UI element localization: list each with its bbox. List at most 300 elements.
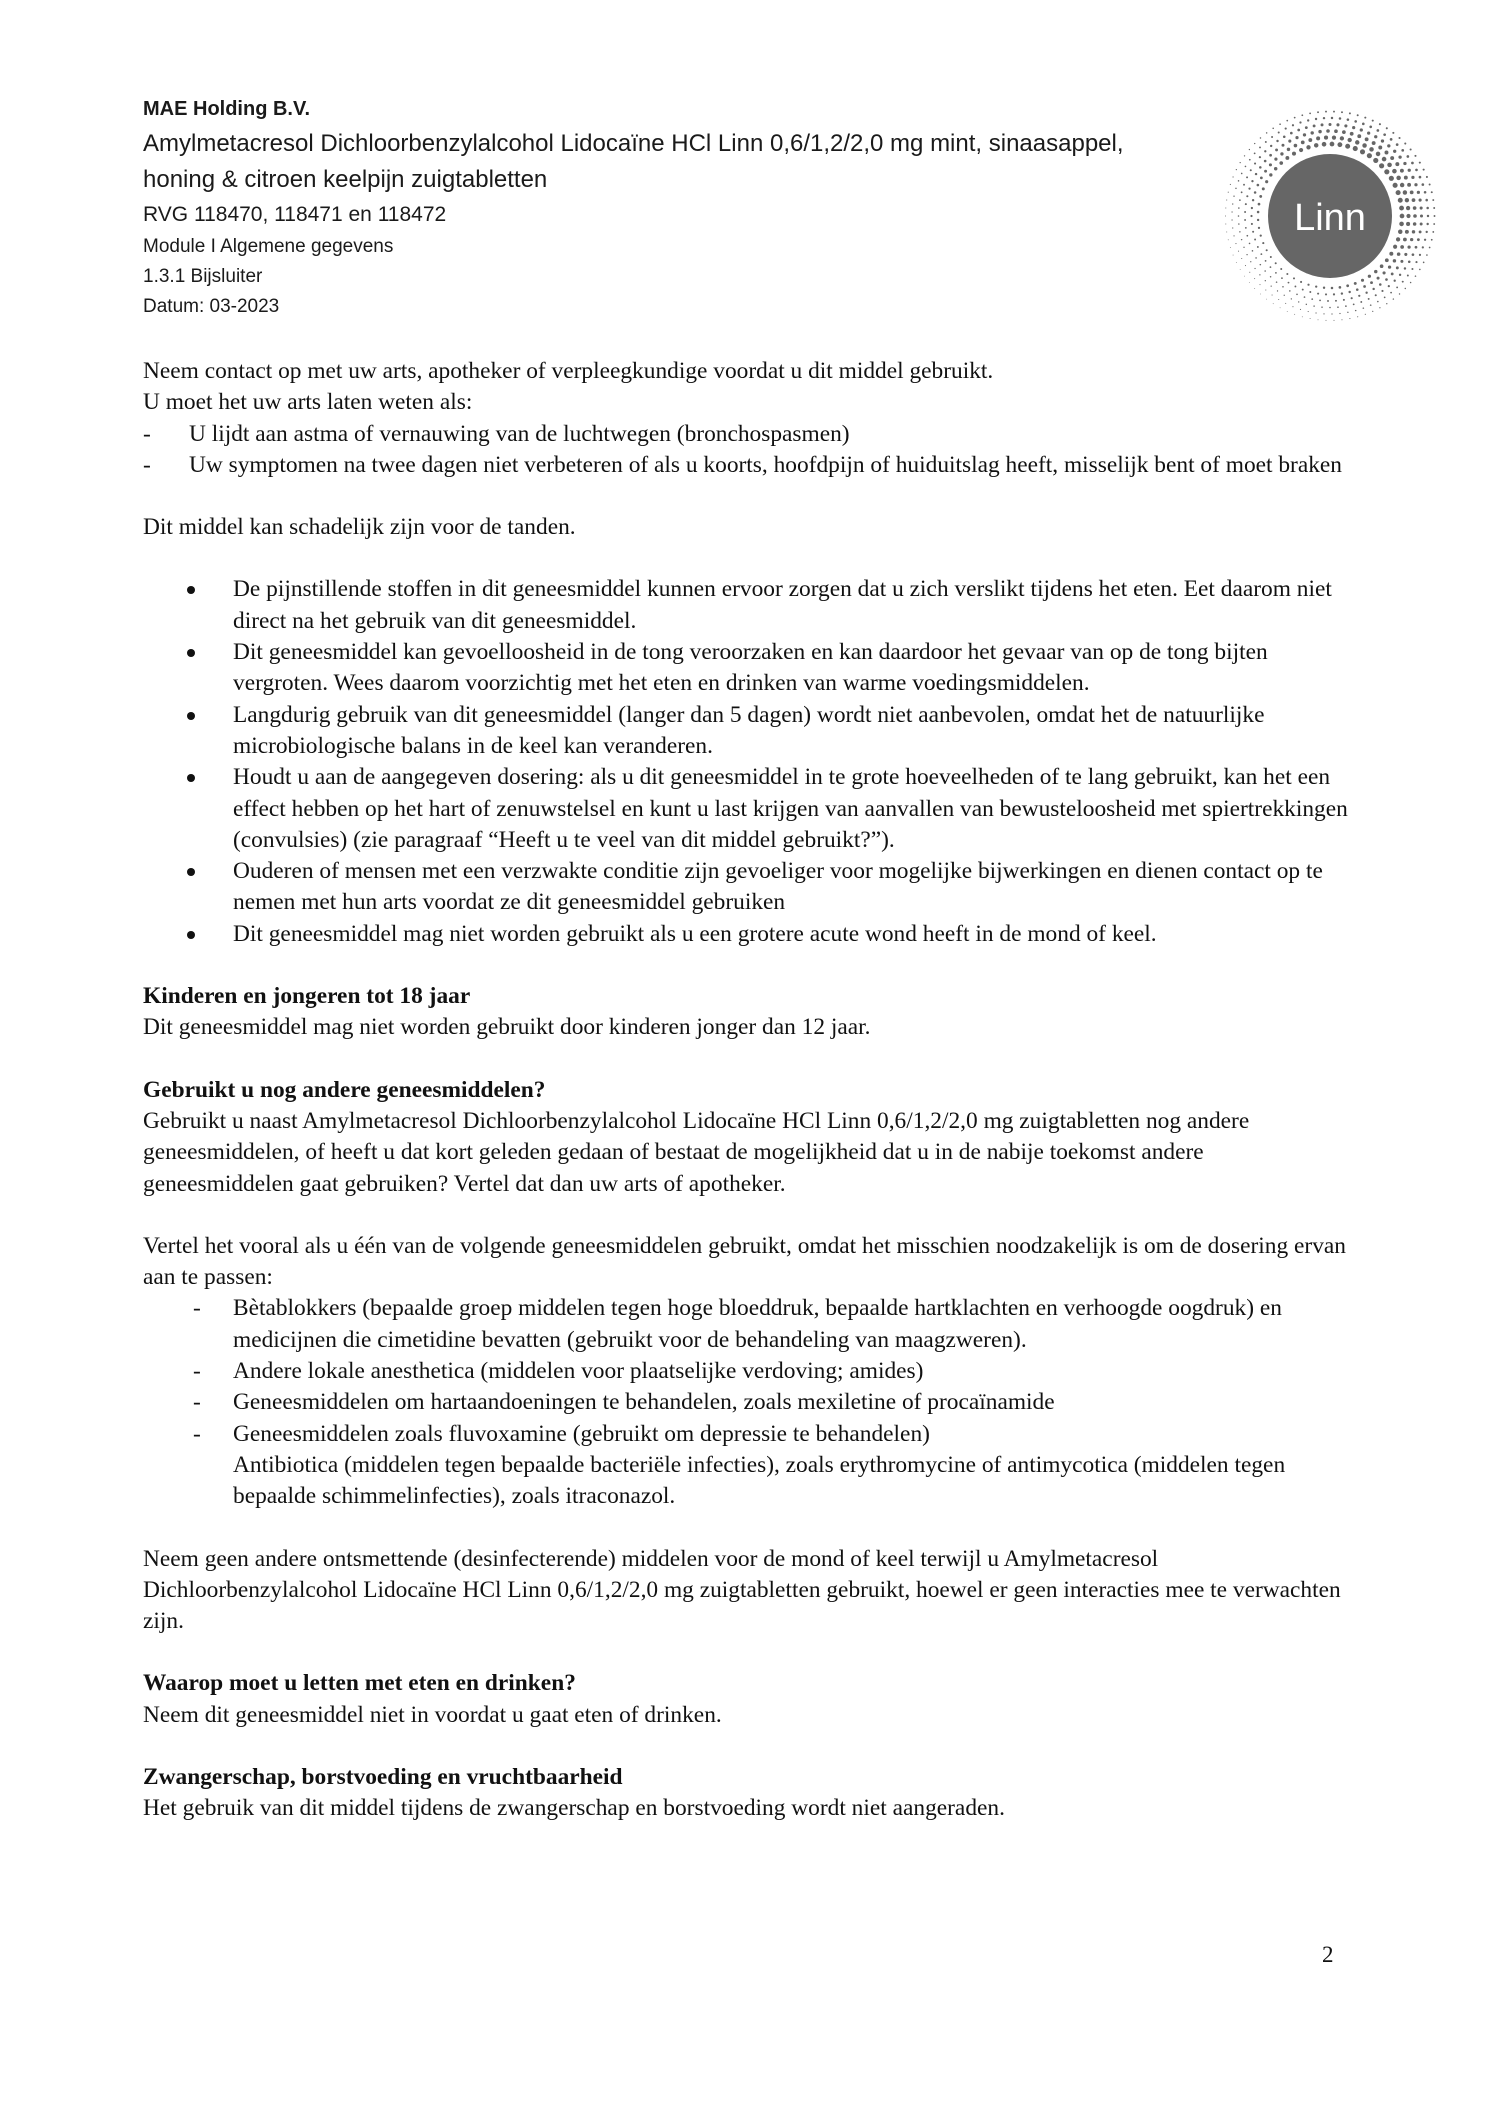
logo-dot bbox=[1403, 238, 1407, 242]
logo-dot bbox=[1415, 246, 1418, 249]
logo-dot bbox=[1354, 282, 1357, 285]
logo-dot bbox=[1294, 117, 1296, 119]
logo-dot bbox=[1339, 286, 1342, 289]
logo-dot bbox=[1260, 177, 1263, 180]
logo-dot bbox=[1381, 139, 1384, 142]
logo-dot bbox=[1390, 138, 1393, 141]
logo-dot bbox=[1238, 180, 1240, 182]
logo-dot bbox=[1337, 306, 1339, 308]
logo-dot bbox=[1367, 131, 1370, 134]
logo-dot bbox=[1349, 318, 1350, 319]
logo-dot bbox=[1254, 191, 1257, 194]
logo-dot bbox=[1289, 290, 1291, 292]
logo-dot bbox=[1252, 250, 1254, 252]
logo-dot bbox=[1258, 227, 1260, 229]
logo-dot bbox=[1379, 307, 1380, 308]
logo-dot bbox=[1336, 123, 1339, 126]
logo-dot bbox=[1300, 309, 1301, 310]
logo-dot bbox=[1393, 150, 1396, 153]
logo-dot bbox=[1281, 277, 1283, 279]
logo-dot bbox=[1295, 286, 1297, 288]
logo-dot bbox=[1394, 280, 1396, 282]
logo-dot bbox=[1333, 111, 1335, 113]
logo-dot bbox=[1433, 223, 1435, 225]
logo-dot bbox=[1266, 249, 1268, 251]
logo-dot bbox=[1236, 169, 1237, 170]
logo-dot bbox=[1368, 275, 1371, 278]
logo-dot bbox=[1360, 128, 1363, 131]
logo-dot bbox=[1236, 262, 1237, 263]
rvg-numbers: RVG 118470, 118471 en 118472 bbox=[143, 203, 447, 226]
dosing-intro: Vertel het vooral als u één van de volgende geneesmiddelen gebruikt, omdat het misschien noodzakelijk is om de dosering ervan aan te passen: bbox=[143, 1232, 1346, 1291]
logo-dot bbox=[1240, 269, 1241, 270]
logo-dot bbox=[1373, 158, 1378, 163]
logo-dot bbox=[1270, 256, 1272, 258]
precaution-list bbox=[143, 574, 1355, 950]
logo-dot bbox=[1279, 123, 1281, 125]
logo-dot bbox=[1420, 222, 1423, 225]
logo-dot bbox=[1274, 158, 1277, 161]
intro-paragraph: Neem contact op met uw arts, apotheker of verpleegkundige voordat u dit middel gebruikt. bbox=[143, 358, 994, 384]
logo-dot bbox=[1344, 124, 1347, 127]
logo-dot bbox=[1405, 230, 1409, 234]
logo-dot bbox=[1250, 215, 1252, 217]
warning-list bbox=[143, 419, 1355, 482]
logo-dot bbox=[1260, 294, 1261, 295]
logo-dot bbox=[1322, 142, 1327, 147]
logo-dot bbox=[1347, 118, 1350, 121]
logo-dot bbox=[1384, 169, 1389, 174]
logo-dot bbox=[1311, 131, 1314, 134]
logo-dot bbox=[1400, 214, 1405, 219]
logo-dot bbox=[1374, 135, 1377, 138]
logo-dot bbox=[1266, 132, 1268, 134]
logo-dot bbox=[1426, 254, 1428, 256]
logo-dot bbox=[1235, 243, 1236, 244]
logo-dot bbox=[1245, 227, 1247, 229]
logo-dot bbox=[1257, 211, 1260, 214]
module-label: Module I Algemene gegevens bbox=[143, 236, 394, 257]
logo-dot bbox=[1393, 298, 1394, 299]
logo-dot bbox=[1402, 281, 1404, 283]
logo-dot bbox=[1254, 288, 1255, 289]
logo-dot bbox=[1410, 238, 1413, 241]
section-label: 1.3.1 Bijsluiter bbox=[143, 266, 263, 287]
logo-dot bbox=[1393, 183, 1398, 188]
logo-dot bbox=[1264, 160, 1267, 163]
logo-dot bbox=[1272, 128, 1274, 130]
logo-dot bbox=[1429, 247, 1431, 249]
logo-dot bbox=[1318, 130, 1321, 133]
page-number: 2 bbox=[1322, 1942, 1334, 1967]
logo-dot bbox=[1323, 117, 1325, 119]
logo-dot bbox=[1400, 183, 1404, 187]
logo-dot bbox=[1339, 117, 1342, 120]
logo-dot bbox=[1432, 231, 1434, 233]
logo-dot bbox=[1412, 198, 1416, 202]
logo-dot bbox=[1241, 191, 1243, 193]
logo-dot bbox=[1311, 298, 1313, 300]
logo-dot bbox=[1390, 292, 1392, 294]
logo-dot bbox=[1249, 272, 1250, 273]
logo-dot bbox=[1395, 162, 1399, 166]
logo-dot bbox=[1330, 142, 1335, 147]
logo-dot bbox=[1376, 152, 1381, 157]
logo-dot bbox=[1351, 297, 1353, 299]
logo-dot bbox=[1259, 284, 1260, 285]
logo-dot bbox=[1433, 207, 1435, 209]
logo-dot bbox=[1331, 313, 1332, 314]
logo-dot bbox=[1356, 288, 1359, 291]
logo-dot bbox=[1345, 144, 1350, 149]
logo-dot bbox=[1298, 301, 1299, 302]
logo-dot bbox=[1415, 261, 1417, 263]
list-item: Langdurig gebruik van dit geneesmiddel (langer dan 5 dagen) wordt niet aanbevolen, omdat het de natuurlijke microbiologische balans in de keel kan veranderen. bbox=[143, 700, 1355, 763]
logo-dot bbox=[1410, 191, 1414, 195]
logo-text: Linn bbox=[1294, 197, 1366, 239]
logo-dot bbox=[1424, 239, 1426, 241]
logo-dot bbox=[1260, 264, 1262, 266]
logo-dot bbox=[1295, 136, 1298, 139]
logo-dot bbox=[1241, 258, 1242, 259]
logo-dot bbox=[1407, 246, 1410, 249]
logo-dot bbox=[1396, 237, 1400, 241]
logo-dot bbox=[1405, 198, 1409, 202]
logo-dot bbox=[1275, 262, 1277, 264]
logo-dot bbox=[1379, 283, 1382, 286]
company-name: MAE Holding B.V. bbox=[143, 98, 311, 120]
logo-dot bbox=[1419, 176, 1422, 179]
logo-dot bbox=[1262, 242, 1264, 244]
logo-dot bbox=[1254, 162, 1256, 164]
logo-dot bbox=[1240, 162, 1241, 163]
logo-dot bbox=[1316, 136, 1320, 140]
logo-dot bbox=[1271, 285, 1272, 286]
logo-dot bbox=[1226, 231, 1227, 232]
logo-dot bbox=[1419, 199, 1422, 202]
logo-dot bbox=[1367, 153, 1372, 158]
food-text: Neem dit geneesmiddel niet in voordat u gaat eten of drinken. bbox=[143, 1701, 722, 1728]
logo-dot bbox=[1328, 123, 1331, 126]
logo-dot bbox=[1380, 264, 1384, 268]
logo-dot bbox=[1228, 192, 1229, 193]
logo-dot bbox=[1424, 191, 1427, 194]
logo-dot bbox=[1307, 284, 1309, 286]
logo-dot bbox=[1379, 123, 1381, 125]
logo-dot bbox=[1332, 135, 1336, 139]
logo-dot bbox=[1284, 295, 1285, 296]
interaction-list bbox=[143, 1293, 1355, 1449]
logo-dot bbox=[1321, 123, 1324, 126]
logo-dot bbox=[1357, 316, 1358, 317]
logo-dot bbox=[1410, 148, 1412, 150]
logo-dot bbox=[1274, 167, 1277, 170]
logo-dot bbox=[1396, 190, 1401, 195]
logo-dot bbox=[1362, 123, 1365, 126]
linn-logo bbox=[1220, 78, 1442, 334]
logo-dot bbox=[1315, 118, 1317, 120]
logo-dot bbox=[1413, 206, 1417, 210]
logo-dot bbox=[1230, 247, 1231, 248]
logo-dot bbox=[1239, 199, 1241, 201]
list-item: - Bètablokkers (bepaalde groep middelen tegen hoge bloeddruk, bepaalde hartklachten en verhoogde oogdruk) en medicijnen die cimetidine bevatten (gebruikt voor de behandeling van maagzweren). bbox=[193, 1295, 1282, 1353]
logo-dot bbox=[1365, 314, 1366, 315]
logo-dot bbox=[1419, 269, 1421, 271]
logo-dot bbox=[1241, 173, 1243, 175]
logo-dot bbox=[1408, 169, 1411, 172]
logo-dot bbox=[1420, 214, 1423, 217]
logo-dot bbox=[1233, 195, 1234, 196]
logo-dot bbox=[1270, 276, 1272, 278]
logo-dot bbox=[1346, 284, 1349, 287]
logo-dot bbox=[1427, 215, 1429, 217]
logo-dot bbox=[1246, 176, 1248, 178]
logo-dot bbox=[1281, 144, 1284, 147]
logo-dot bbox=[1400, 169, 1404, 173]
logo-dot bbox=[1257, 219, 1259, 221]
logo-dot bbox=[1324, 136, 1328, 140]
logo-dot bbox=[1260, 137, 1261, 138]
logo-dot bbox=[1297, 129, 1300, 132]
logo-dot bbox=[1365, 137, 1369, 141]
logo-dot bbox=[1327, 300, 1329, 302]
logo-dot bbox=[1426, 231, 1428, 233]
logo-dot bbox=[1379, 163, 1384, 168]
logo-dot bbox=[1305, 126, 1308, 129]
logo-dot bbox=[1368, 298, 1370, 300]
logo-dot bbox=[1323, 313, 1324, 314]
logo-dot bbox=[1258, 203, 1261, 206]
logo-dot bbox=[1385, 258, 1389, 262]
logo-dot bbox=[1245, 166, 1247, 168]
logo-dot bbox=[1286, 120, 1288, 122]
logo-dot bbox=[1287, 311, 1288, 312]
logo-dot bbox=[1372, 141, 1376, 145]
list-item: Dit geneesmiddel mag niet worden gebruikt als u een grotere acute wond heeft in de mond of keel. bbox=[143, 919, 1355, 950]
section-heading-children: Kinderen en jongeren tot 18 jaar bbox=[143, 983, 471, 1010]
logo-dot bbox=[1265, 141, 1267, 143]
logo-dot bbox=[1341, 319, 1342, 320]
logo-dot bbox=[1317, 293, 1319, 295]
logo-dot bbox=[1411, 162, 1414, 165]
logo-dot bbox=[1264, 150, 1266, 152]
logo-dot bbox=[1255, 257, 1257, 259]
logo-dot bbox=[1372, 288, 1374, 290]
logo-dot bbox=[1225, 207, 1226, 208]
logo-dot bbox=[1406, 222, 1410, 226]
logo-dot bbox=[1392, 132, 1394, 134]
logo-dot bbox=[1314, 143, 1319, 148]
logo-dot bbox=[1387, 163, 1392, 168]
list-item: - U lijdt aan astma of vernauwing van de luchtwegen (bronchospasmen) bbox=[143, 420, 850, 447]
logo-dot bbox=[1249, 159, 1251, 161]
logo-dot bbox=[1292, 124, 1294, 126]
logo-dot bbox=[1398, 137, 1400, 139]
logo-dot bbox=[1262, 187, 1265, 190]
children-text: Dit geneesmiddel mag niet worden gebruikt door kinderen jonger dan 12 jaar. bbox=[143, 1014, 871, 1041]
logo-dot bbox=[1431, 239, 1433, 241]
section-heading-other-medicines: Gebruikt u nog andere geneesmiddelen? bbox=[143, 1076, 546, 1103]
logo-dot bbox=[1357, 134, 1361, 138]
document-date: Datum: 03-2023 bbox=[143, 296, 280, 317]
logo-dot bbox=[1265, 290, 1266, 291]
logo-dot bbox=[1396, 176, 1401, 181]
logo-dot bbox=[1271, 136, 1273, 138]
logo-dot bbox=[1248, 188, 1250, 190]
logo-dot bbox=[1412, 253, 1415, 256]
product-name-line1: Amylmetacresol Dichloorbenzylalcohol Lidocaïne HCl Linn 0,6/1,2/2,0 mg mint, sinaasappel, bbox=[143, 130, 1124, 157]
antibiotics-text: Antibiotica (middelen tegen bepaalde bacteriële infecties), zoals erythromycine of antimycotica (middelen tegen bepaalde schimmelinfecties), zoals itraconazol. bbox=[233, 1451, 1286, 1510]
logo-dot bbox=[1238, 215, 1240, 217]
logo-dot bbox=[1309, 291, 1311, 293]
logo-dot bbox=[1294, 314, 1295, 315]
logo-dot bbox=[1350, 132, 1354, 136]
logo-dot bbox=[1339, 313, 1340, 314]
logo-dot bbox=[1276, 281, 1278, 283]
logo-dot bbox=[1423, 262, 1425, 264]
logo-dot bbox=[1354, 120, 1357, 123]
logo-dot bbox=[1293, 277, 1295, 279]
list-item: Houdt u aan de aangegeven dosering: als u dit geneesmiddel in te grote hoeveelheden of te lang gebruikt, kan het een effect hebben op het hart of zenuwstelsel en kunt u last krijgen van aanvallen van bewusteloosheid met spiertrekkingen (convulsies) (zie paragraaf “Heeft u te veel van dit middel gebruikt?”). bbox=[143, 762, 1355, 856]
logo-dot bbox=[1326, 129, 1330, 133]
logo-dot bbox=[1251, 207, 1253, 209]
logo-dot bbox=[1426, 207, 1429, 210]
logo-dot bbox=[1276, 140, 1278, 142]
logo-dot bbox=[1360, 301, 1362, 303]
logo-dot bbox=[1382, 157, 1387, 162]
list-item: Dit geneesmiddel kan gevoelloosheid in de tong veroorzaken en kan daardoor het gevaar van op de tong bijten vergroten. Wees daarom voorzichtig met het eten en drinken van warme voedingsmiddelen. bbox=[143, 637, 1355, 700]
logo-dot bbox=[1303, 133, 1306, 136]
logo-dot bbox=[1264, 270, 1266, 272]
logo-dot bbox=[1331, 117, 1333, 119]
logo-dot bbox=[1377, 129, 1380, 132]
logo-dot bbox=[1385, 151, 1389, 155]
logo-dot bbox=[1340, 136, 1344, 140]
logo-dot bbox=[1254, 152, 1256, 154]
logo-dot bbox=[1410, 282, 1412, 284]
logo-dot bbox=[1408, 260, 1411, 263]
logo-dot bbox=[1306, 145, 1310, 149]
logo-dot bbox=[1386, 127, 1388, 129]
logo-dot bbox=[1257, 246, 1259, 248]
logo-dot bbox=[1266, 299, 1267, 300]
logo-dot bbox=[1334, 129, 1338, 133]
logo-dot bbox=[1244, 211, 1246, 213]
logo-dot bbox=[1372, 120, 1374, 122]
logo-dot bbox=[1232, 176, 1233, 177]
logo-dot bbox=[1278, 131, 1280, 133]
document-header bbox=[143, 92, 1183, 322]
logo-dot bbox=[1342, 130, 1346, 134]
logo-dot bbox=[1343, 299, 1345, 301]
logo-dot bbox=[1259, 146, 1261, 148]
logo-dot bbox=[1275, 272, 1277, 274]
logo-dot bbox=[1407, 183, 1411, 187]
logo-dot bbox=[1265, 280, 1266, 281]
logo-dot bbox=[1246, 235, 1248, 237]
logo-dot bbox=[1309, 113, 1311, 115]
logo-dot bbox=[1334, 320, 1335, 321]
logo-dot bbox=[1270, 145, 1272, 147]
logo-dot bbox=[1259, 166, 1262, 169]
logo-dot bbox=[1407, 155, 1410, 158]
logo-dot bbox=[1420, 206, 1423, 209]
logo-dot bbox=[1259, 156, 1261, 158]
logo-dot bbox=[1358, 295, 1360, 297]
logo-dot bbox=[1286, 273, 1288, 275]
product-name-line2: honing & citroen keelpijn zuigtabletten bbox=[143, 166, 548, 193]
logo-dot bbox=[1398, 156, 1401, 159]
logo-dot bbox=[1375, 294, 1377, 296]
logo-dot bbox=[1345, 305, 1347, 307]
logo-dot bbox=[1429, 183, 1431, 185]
logo-dot bbox=[1405, 288, 1406, 289]
logo-dot bbox=[1225, 216, 1226, 217]
logo-dot bbox=[1239, 231, 1240, 232]
logo-dot bbox=[1259, 195, 1262, 198]
logo-dot bbox=[1301, 114, 1303, 116]
logo-dot bbox=[1325, 111, 1327, 113]
logo-dot bbox=[1326, 320, 1327, 321]
logo-dot bbox=[1333, 293, 1335, 295]
logo-dot bbox=[1383, 133, 1386, 136]
logo-dot bbox=[1426, 223, 1428, 225]
logo-dot bbox=[1335, 300, 1337, 302]
logo-dot bbox=[1337, 142, 1342, 147]
logo-dot bbox=[1391, 273, 1394, 276]
other-medicines-text: Gebruikt u naast Amylmetacresol Dichloorbenzylalcohol Lidocaïne HCl Linn 0,6/1,2/2,0 mg zuigtabletten nog andere geneesmiddelen, of heeft u dat kort geleden gedaan of bestaat de mogelijkheid dat u in de nabije toekomst andere geneesmiddelen gaat gebruiken? Vertel dat dan uw arts of apotheker. bbox=[143, 1107, 1250, 1197]
logo-dot bbox=[1238, 223, 1240, 225]
logo-dot bbox=[1280, 307, 1281, 308]
logo-dot bbox=[1432, 199, 1434, 201]
logo-dot bbox=[1319, 300, 1321, 302]
linn-logo-icon bbox=[1220, 78, 1442, 334]
logo-dot bbox=[1306, 304, 1307, 305]
logo-dot bbox=[1417, 191, 1420, 194]
list-item: - Geneesmiddelen om hartaandoeningen te behandelen, zoals mexiletine of procaïnamide bbox=[193, 1389, 1055, 1416]
logo-dot bbox=[1404, 176, 1408, 180]
logo-dot bbox=[1419, 162, 1421, 164]
logo-dot bbox=[1265, 180, 1268, 183]
logo-dot bbox=[1280, 152, 1283, 155]
logo-dot bbox=[1249, 149, 1250, 150]
logo-dot bbox=[1318, 319, 1319, 320]
logo-dot bbox=[1347, 138, 1351, 142]
logo-dot bbox=[1353, 303, 1355, 305]
logo-dot bbox=[1287, 148, 1290, 151]
logo-dot bbox=[1377, 301, 1379, 303]
logo-dot bbox=[1283, 135, 1286, 138]
logo-dot bbox=[1400, 260, 1403, 263]
logo-dot bbox=[1232, 203, 1233, 204]
logo-dot bbox=[1270, 266, 1272, 268]
logo-dot bbox=[1323, 287, 1325, 289]
logo-dot bbox=[1264, 170, 1267, 173]
logo-dot bbox=[1260, 234, 1262, 236]
logo-dot bbox=[1399, 293, 1400, 294]
logo-dot bbox=[1278, 299, 1279, 300]
logo-dot bbox=[1392, 169, 1397, 174]
logo-dot bbox=[1378, 146, 1382, 150]
logo-dot bbox=[1406, 206, 1410, 210]
logo-dot bbox=[1399, 222, 1404, 227]
intro-paragraph-2: U moet het uw arts laten weten als: bbox=[143, 389, 473, 416]
logo-dot bbox=[1302, 289, 1304, 291]
logo-dot bbox=[1241, 239, 1242, 240]
logo-dot bbox=[1277, 290, 1278, 291]
logo-dot bbox=[1413, 222, 1417, 226]
logo-dot bbox=[1317, 111, 1319, 113]
